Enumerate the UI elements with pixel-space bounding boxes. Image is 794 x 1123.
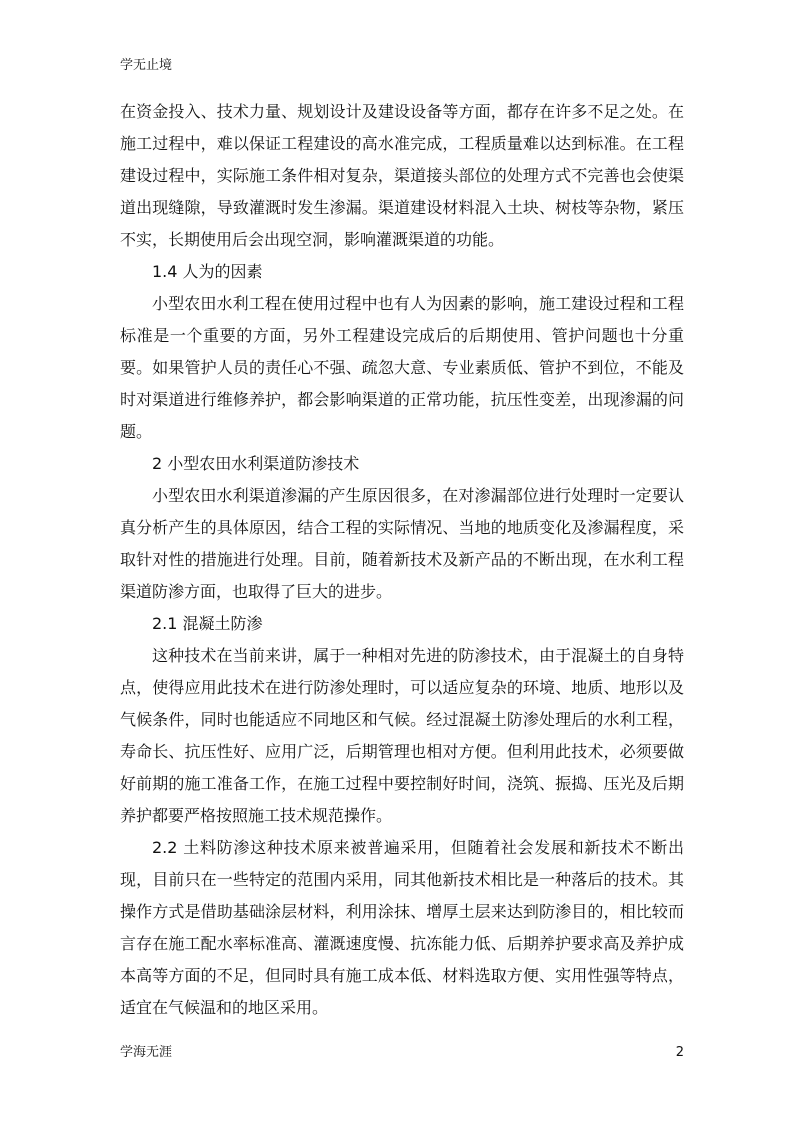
paragraph-soil-seepage: 2.2 土料防渗这种技术原来被普遍采用，但随着社会发展和新技术不断出现，目前只在一些特定的范围内采用，同其他新技术相比是一种落后的技术。其操作方式是借助基础涂层材料，利用涂抹、增厚土层来达到防渗目的，相比较而言存在施工配水率标准高、灌溉速度慢、抗冻能力低、后期养护要求高及养护成本高等方面的不足，但同时具有施工成本低、材料选取方便、实用性强等特点，适宜在气候温和的地区采用。: [120, 838, 684, 1017]
paragraph-continued-intro: 在资金投入、技术力量、规划设计及建设设备等方面，都存在许多不足之处。在施工过程中，难以保证工程建设的高水准完成，工程质量难以达到标准。在工程建设过程中，实际施工条件相对复杂，渠道接头部位的处理方式不完善也会使渠道出现缝隙，导致灌溉时发生渗漏。渠道建设材料混入土块、树枝等杂物，紧压不实，长期使用后会出现空洞，影响灌溉渠道的功能。: [120, 102, 684, 249]
section-heading-2: 2 小型农田水利渠道防渗技术: [152, 454, 360, 473]
section-heading-1-4: 1.4 人为的因素: [152, 262, 263, 281]
paragraph-human-factors: 小型农田水利工程在使用过程中也有人为因素的影响，施工建设过程和工程标准是一个重要的方面，另外工程建设完成后的后期使用、管护问题也十分重要。如果管护人员的责任心不强、疏忽大意、专业素质低、管护不到位，不能及时对渠道进行维修养护，都会影响渠道的正常功能，抗压性变差，出现渗漏的问题。: [120, 294, 684, 441]
page-header: 学无止境: [120, 58, 173, 73]
paragraph-concrete-seepage: 这种技术在当前来讲，属于一种相对先进的防渗技术，由于混凝土的自身特点，使得应用此技术在进行防渗处理时，可以适应复杂的环境、地质、地形以及气候条件，同时也能适应不同地区和气候。经过混凝土防渗处理后的水利工程，寿命长、抗压性好、应用广泛，后期管理也相对方便。但利用此技术，必须要做好前期的施工准备工作，在施工过程中要控制好时间，浇筑、振捣、压光及后期养护都要严格按照施工技术规范操作。: [120, 646, 684, 825]
paragraph-seepage-techniques: 小型农田水利渠道渗漏的产生原因很多，在对渗漏部位进行处理时一定要认真分析产生的具体原因，结合工程的实际情况、当地的地质变化及渗漏程度，采取针对性的措施进行处理。目前，随着新技术及新产品的不断出现，在水利工程渠道防渗方面，也取得了巨大的进步。: [120, 486, 684, 601]
page-footer-text: 学海无涯: [120, 1045, 173, 1060]
page-number: 2: [675, 1045, 684, 1060]
section-heading-2-1: 2.1 混凝土防渗: [152, 614, 263, 633]
document-body: [120, 96, 684, 1024]
